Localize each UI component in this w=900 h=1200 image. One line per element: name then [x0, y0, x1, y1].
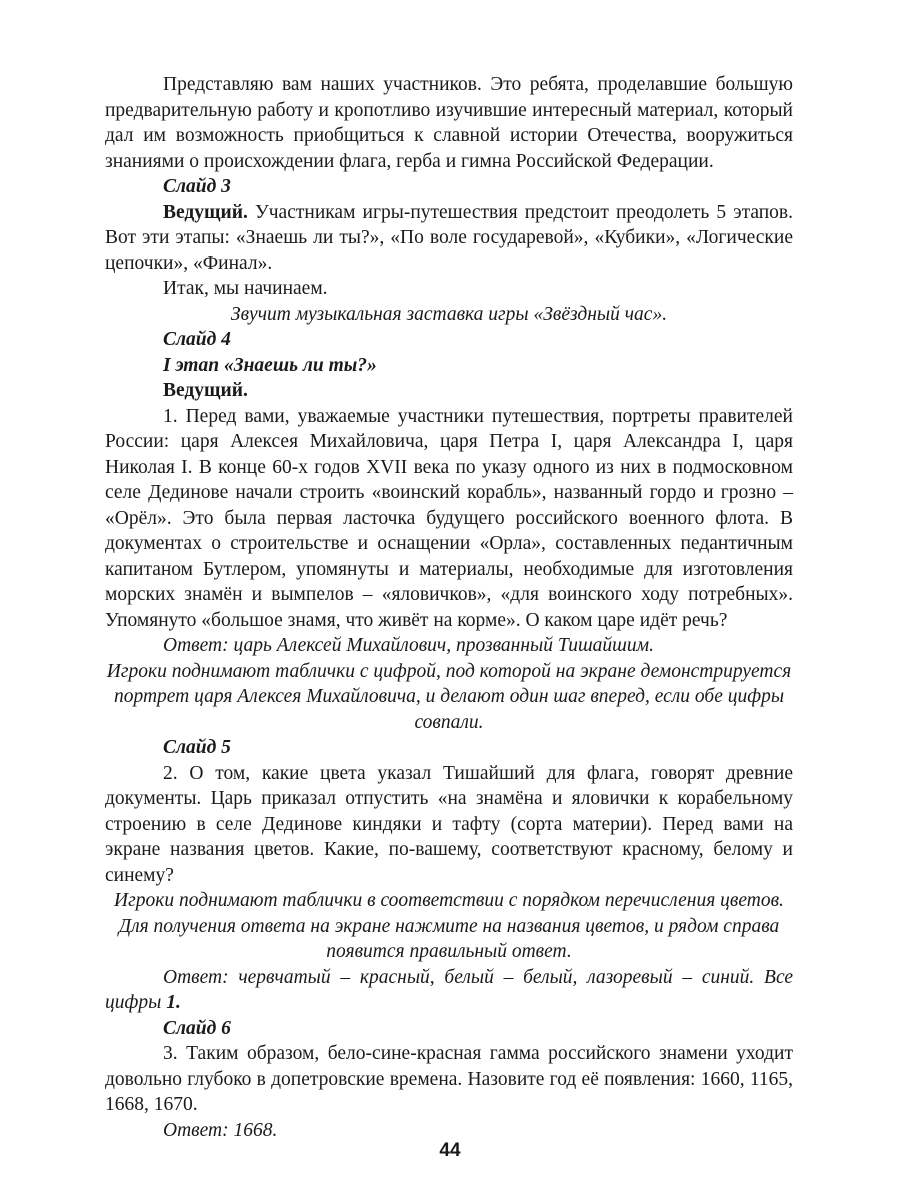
answer-2-text: Ответ: червчатый – красный, белый – белый, лазоревый – синий. Все цифры — [105, 966, 793, 1013]
question-2: 2. О том, какие цвета указал Тишайший для флага, говорят древние документы. Царь приказал отпустить «на знамёна и яловички к корабельному строению в селе Дединове киндяки и тафту (сорта материи). Перед вами на экране названия цветов. Какие, по-вашему, соответствуют красному, белому и синему? — [105, 762, 793, 886]
slide-5-heading: Слайд 5 — [163, 737, 231, 758]
answer-2 — [105, 965, 793, 1016]
answer-2-number: 1. — [166, 992, 181, 1013]
host-label: Ведущий. — [163, 201, 248, 223]
answer-1: Ответ: царь Алексей Михайлович, прозванный Тишайшим. — [163, 635, 654, 656]
answer-3: Ответ: 1668. — [163, 1119, 278, 1141]
host-label-2: Ведущий. — [163, 380, 248, 401]
note-1: Игроки поднимают таблички с цифрой, под которой на экране демонстрируется портрет царя Алексея Михайловича, и делают один шаг вперед, если обе цифры совпали. — [106, 660, 792, 733]
note-2: Игроки поднимают таблички в соответствии с порядком перечисления цветов. Для получения ответа на экране нажмите на названия цветов, и рядом справа появится правильный ответ. — [114, 890, 784, 962]
stage-1-heading: I этап «Знаешь ли ты?» — [163, 354, 377, 376]
question-1: 1. Перед вами, уважаемые участники путешествия, портреты правителей России: царя Алексея Михайловича, царя Петра I, царя Александра I, царя Николая I. В конце 60-х годов XVII века по указу одного из них в подмосковном селе Дединове начали строить «воинский корабль», названный гордо и грозно – «Орёл». Это была первая ласточка будущего российского военного флота. В документах о строительстве и оснащении «Орла», составленных педантичным капитаном Бутлером, упомянуты и материалы, необходимые для изготовления морских знамён и вымпелов – «яловичков», «для воинского ходу потребных». Упомянуто «большое знамя, что живёт на корме». О каком царе идёт речь? — [105, 405, 793, 631]
intro-paragraph: Представляю вам наших участников. Это ребята, проделавшие большую предварительную работу и кропотливо изучившие интересный материал, который дал им возможность приобщиться к славной истории Отечества, вооружиться знаниями о происхождении флага, герба и гимна Российской Федерации. — [105, 74, 793, 172]
slide-6-heading: Слайд 6 — [163, 1017, 231, 1039]
host-text: Участникам игры-путешествия предстоит преодолеть 5 этапов. Вот эти этапы: «Знаешь ли ты?», «По воле государевой», «Кубики», «Логические цепочки», «Финал». — [105, 201, 793, 274]
host-paragraph-1 — [105, 200, 793, 277]
slide-4-heading: Слайд 4 — [163, 329, 231, 350]
slide-3-heading: Слайд 3 — [163, 176, 231, 197]
question-3: 3. Таким образом, бело-сине-красная гамма российского знамени уходит довольно глубоко в допетровские времена. Назовите год её появления: 1660, 1165, 1668, 1670. — [105, 1043, 793, 1115]
document-page — [105, 72, 793, 1143]
music-note: Звучит музыкальная заставка игры «Звёздный час». — [230, 303, 668, 325]
page-number: 44 — [439, 1140, 461, 1161]
start-line: Итак, мы начинаем. — [163, 278, 328, 299]
